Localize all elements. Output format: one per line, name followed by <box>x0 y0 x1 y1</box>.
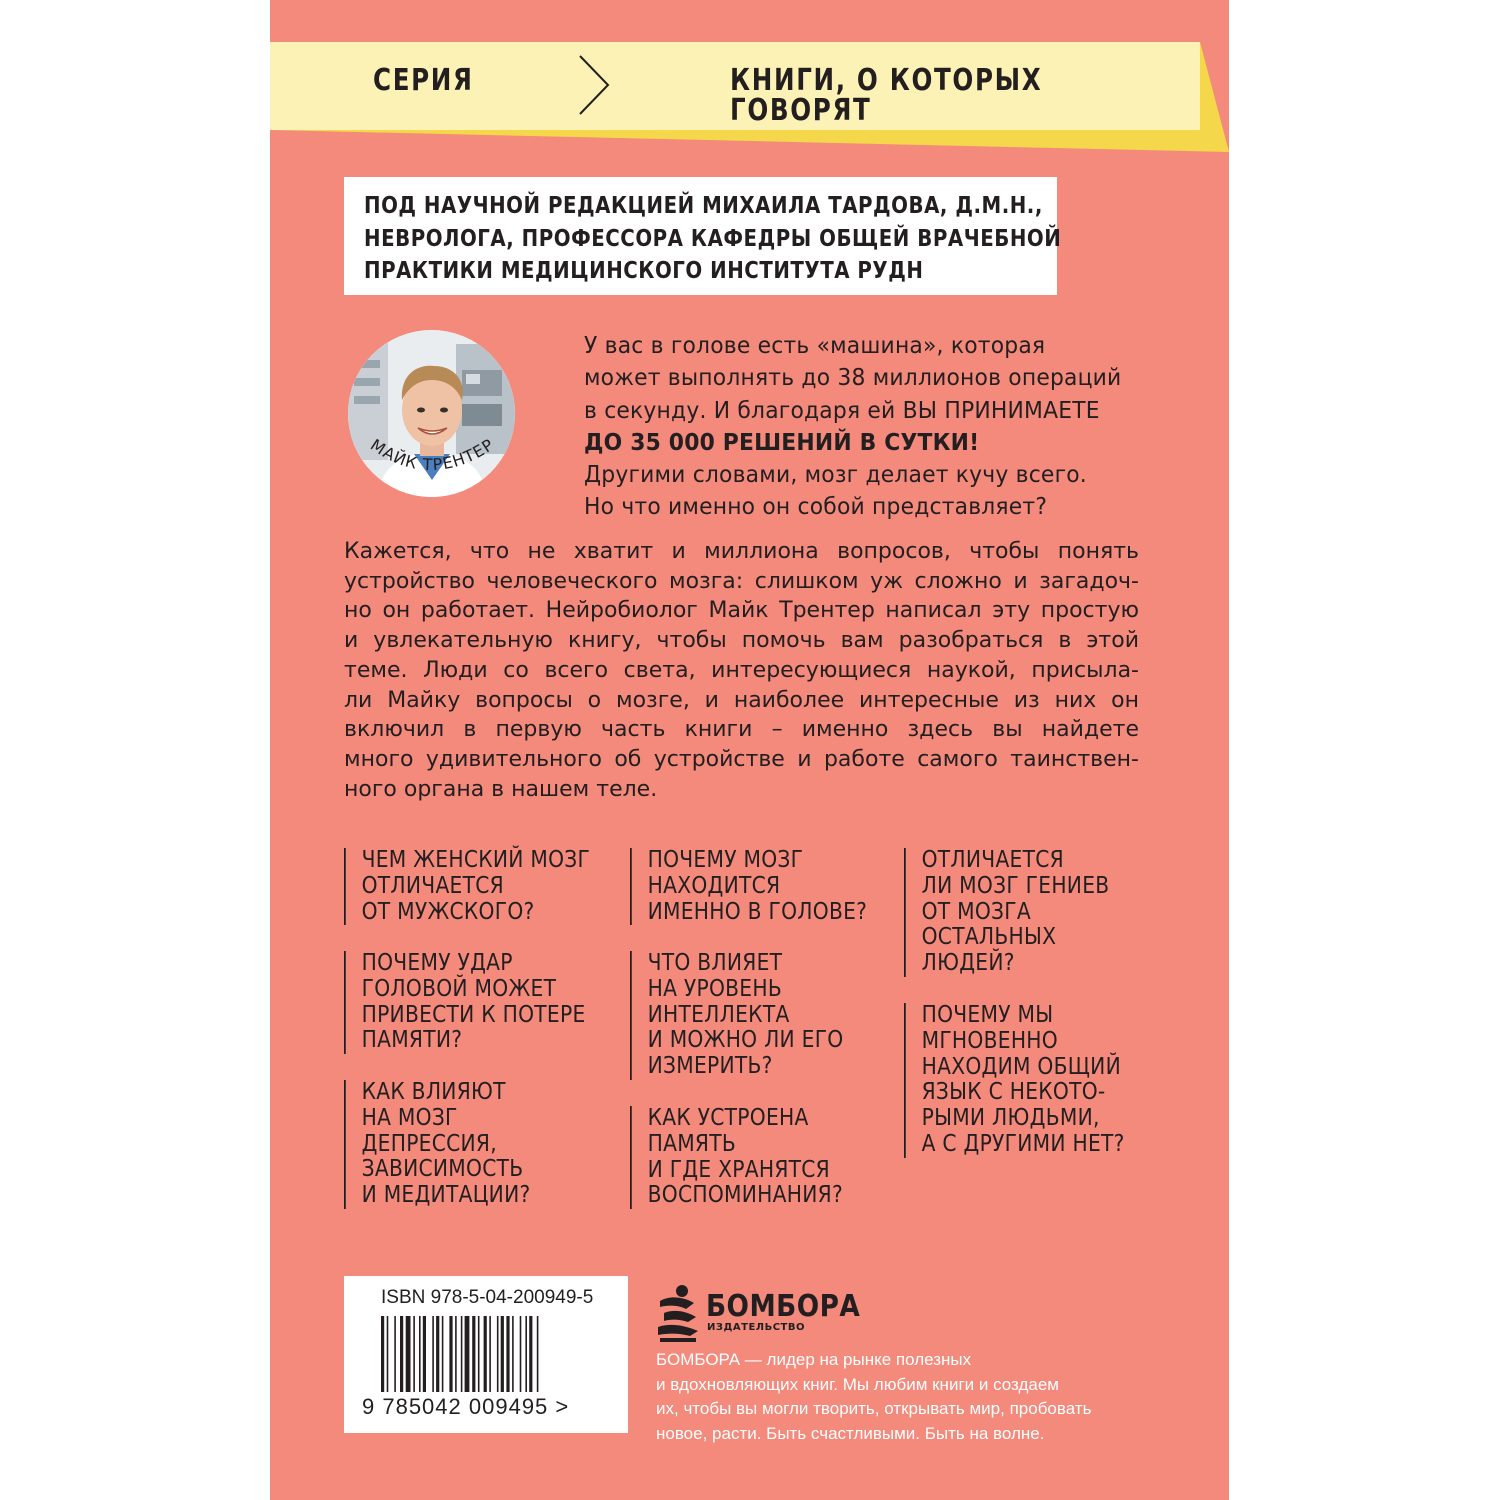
question-line: А С ДРУГИМИ НЕТ? <box>921 1130 1125 1157</box>
question-line: ЧТО ВЛИЯЕТ <box>647 950 783 976</box>
question-line: ОТ МУЖСКОГО? <box>361 898 535 925</box>
question-line: ПОЧЕМУ УДАР <box>361 950 513 976</box>
barcode-bar <box>465 1316 470 1392</box>
question-line: ЧЕМ ЖЕНСКИЙ МОЗГ <box>361 847 591 873</box>
barcode-bar <box>512 1316 514 1392</box>
book-description <box>344 537 1139 804</box>
barcode-bar <box>436 1316 439 1392</box>
publisher-name: БОМБОРА <box>706 1289 861 1324</box>
barcode-bar <box>449 1316 452 1392</box>
question-line: ОТ МОЗГА <box>921 898 1032 925</box>
question-line: ЛИ МОЗГ ГЕНИЕВ <box>921 872 1110 899</box>
series-label: СЕРИЯ <box>373 63 474 98</box>
question-block <box>904 848 1109 977</box>
editor-note-line: НЕВРОЛОГА, ПРОФЕССОРА КАФЕДРЫ ОБЩЕЙ ВРАЧЕБНОЙ <box>364 225 1062 252</box>
question-line: КАК УСТРОЕНА <box>647 1105 809 1131</box>
barcode-bar <box>419 1316 421 1392</box>
question-line: ЛЮДЕЙ? <box>921 950 1015 977</box>
barcode-bar <box>381 1316 384 1392</box>
scientific-editor-box <box>344 177 1062 295</box>
barcode-bar <box>506 1316 509 1392</box>
intro-text <box>584 330 1145 524</box>
description-line: ли Майку вопросы о мозге, и наиболее интересные из них он <box>344 687 1139 713</box>
barcode-bar <box>537 1316 539 1392</box>
barcode-bar <box>484 1316 487 1392</box>
intro-line: Но что именно он собой представляет? <box>584 494 1048 521</box>
question-line: НАХОДИТСЯ <box>647 872 781 899</box>
barcode-bar <box>501 1316 504 1392</box>
barcode-digits: 9 785042 009495 > <box>362 1394 570 1419</box>
question-block <box>904 1003 1125 1158</box>
question-line: ИНТЕЛЛЕКТА <box>647 1001 790 1028</box>
barcode-icon <box>381 1316 593 1392</box>
barcode-bar <box>461 1316 463 1392</box>
isbn-barcode-box <box>344 1276 628 1433</box>
editor-note-line: ПРАКТИКИ МЕДИЦИНСКОГО ИНСТИТУТА РУДН <box>364 258 924 284</box>
question-line: ПОЧЕМУ МОЗГ <box>647 847 804 873</box>
question-line: ЗАВИСИМОСТЬ <box>361 1156 524 1183</box>
intro-line: У вас в голове есть «машина», которая <box>584 333 1046 359</box>
description-line: устройство человеческого мозга: слишком уж сложно и загадоч- <box>344 568 1139 594</box>
description-line: и увлекательную книгу, чтобы помочь вам разобраться в этой <box>344 628 1139 654</box>
question-line: ВОСПОМИНАНИЯ? <box>647 1182 843 1209</box>
question-block <box>630 1106 843 1209</box>
question-line: И МОЖНО ЛИ ЕГО <box>647 1027 844 1054</box>
question-line: ПАМЯТЬ <box>647 1130 737 1157</box>
question-line: ПОЧЕМУ МЫ <box>921 1002 1054 1028</box>
question-line: И МЕДИТАЦИИ? <box>361 1182 531 1209</box>
series-name: КНИГИ, О КОТОРЫХ ГОВОРЯТ <box>730 63 1043 128</box>
author-name: МАЙК ТРЕНТЕР <box>367 434 498 475</box>
barcode-bar <box>455 1316 457 1392</box>
publisher-description <box>656 1348 1091 1446</box>
description-line: Кажется, что не хватит и миллиона вопросов, чтобы понять <box>344 539 1139 564</box>
question-line: НА МОЗГ <box>361 1104 458 1131</box>
description-line: но он работает. Нейробиолог Майк Трентер написал эту простую <box>344 598 1139 624</box>
description-line: включил в первую часть книги – именно здесь вы найдете <box>344 717 1139 743</box>
intro-line: может выполнять до 38 миллионов операций <box>584 365 1122 392</box>
question-block <box>630 951 844 1080</box>
question-line: ИЗМЕРИТЬ? <box>647 1053 773 1080</box>
editor-note-line: ПОД НАУЧНОЙ РЕДАКЦИЕЙ МИХАИЛА ТАРДОВА, Д.М.Н., <box>364 193 1043 219</box>
question-block <box>344 848 590 925</box>
isbn-label: ISBN 978-5-04-200949-5 <box>381 1287 594 1308</box>
barcode-bar <box>478 1316 480 1392</box>
publisher-description-line: их, чтобы вы могли творить, открывать мир, пробовать <box>656 1399 1092 1418</box>
barcode-bar <box>442 1316 444 1392</box>
barcode-bar <box>400 1316 403 1392</box>
question-line: И ГДЕ ХРАНЯТСЯ <box>647 1156 831 1183</box>
question-line: ОСТАЛЬНЫХ <box>921 924 1057 951</box>
scientific-editor-note <box>364 190 1062 288</box>
question-block <box>344 1080 531 1209</box>
intro-line: Другими словами, мозг делает кучу всего. <box>584 462 1087 489</box>
question-line: НАХОДИМ ОБЩИЙ <box>921 1053 1121 1080</box>
description-line: ного органа в нашем теле. <box>344 776 658 802</box>
chevron-right-icon <box>577 54 611 116</box>
barcode-bar <box>525 1316 527 1392</box>
question-line: ПРИВЕСТИ К ПОТЕРЕ <box>361 1001 586 1028</box>
question-line: ЯЗЫК С НЕКОТО- <box>921 1079 1106 1106</box>
question-line: ОТЛИЧАЕТСЯ <box>921 847 1064 873</box>
barcode-bar <box>520 1316 522 1392</box>
barcode-bar <box>472 1316 475 1392</box>
publisher-description-line: и вдохновляющих книг. Мы любим книги и создаем <box>656 1374 1059 1394</box>
barcode-bar <box>529 1316 532 1392</box>
barcode-bar <box>406 1316 411 1392</box>
bombora-logo-icon <box>656 1283 700 1345</box>
question-line: ГОЛОВОЙ МОЖЕТ <box>361 975 557 1002</box>
question-line: РЫМИ ЛЮДЬМИ, <box>921 1105 1100 1132</box>
intro-line: в секунду. И благодаря ей ВЫ ПРИНИМАЕТЕ <box>584 397 1100 424</box>
description-line: теме. Люди со всего света, интересующиеся наукой, присыла- <box>344 657 1139 683</box>
barcode-bar <box>413 1316 415 1392</box>
question-block <box>344 951 586 1054</box>
question-line: ОТЛИЧАЕТСЯ <box>361 872 504 899</box>
question-line: ДЕПРЕССИЯ, <box>361 1130 497 1157</box>
question-line: ПАМЯТИ? <box>361 1027 463 1054</box>
question-block <box>630 848 867 925</box>
description-line: много удивительного об устройстве и работе самого таинствен- <box>344 746 1139 772</box>
book-back-cover <box>270 0 1229 1500</box>
publisher-description-line: новое, расти. Быть счастливыми. Быть на волне. <box>656 1423 1045 1443</box>
barcode-bar <box>423 1316 426 1392</box>
publisher-description-line: БОМБОРА — лидер на рынке полезных <box>656 1350 972 1369</box>
barcode-bar <box>489 1316 491 1392</box>
publisher-subtitle: ИЗДАТЕЛЬСТВО <box>707 1322 805 1333</box>
intro-line-emphasis: ДО 35 000 РЕШЕНИЙ В СУТКИ! <box>584 429 980 456</box>
question-line: НА УРОВЕНЬ <box>647 975 782 1002</box>
barcode-bar <box>394 1316 396 1392</box>
question-line: МГНОВЕННО <box>921 1027 1058 1054</box>
barcode-bar <box>387 1316 389 1392</box>
question-line: ИМЕННО В ГОЛОВЕ? <box>647 898 868 925</box>
barcode-bar <box>497 1316 499 1392</box>
author-name-arc <box>330 420 530 520</box>
barcode-bar <box>432 1316 434 1392</box>
question-line: КАК ВЛИЯЮТ <box>361 1079 506 1105</box>
